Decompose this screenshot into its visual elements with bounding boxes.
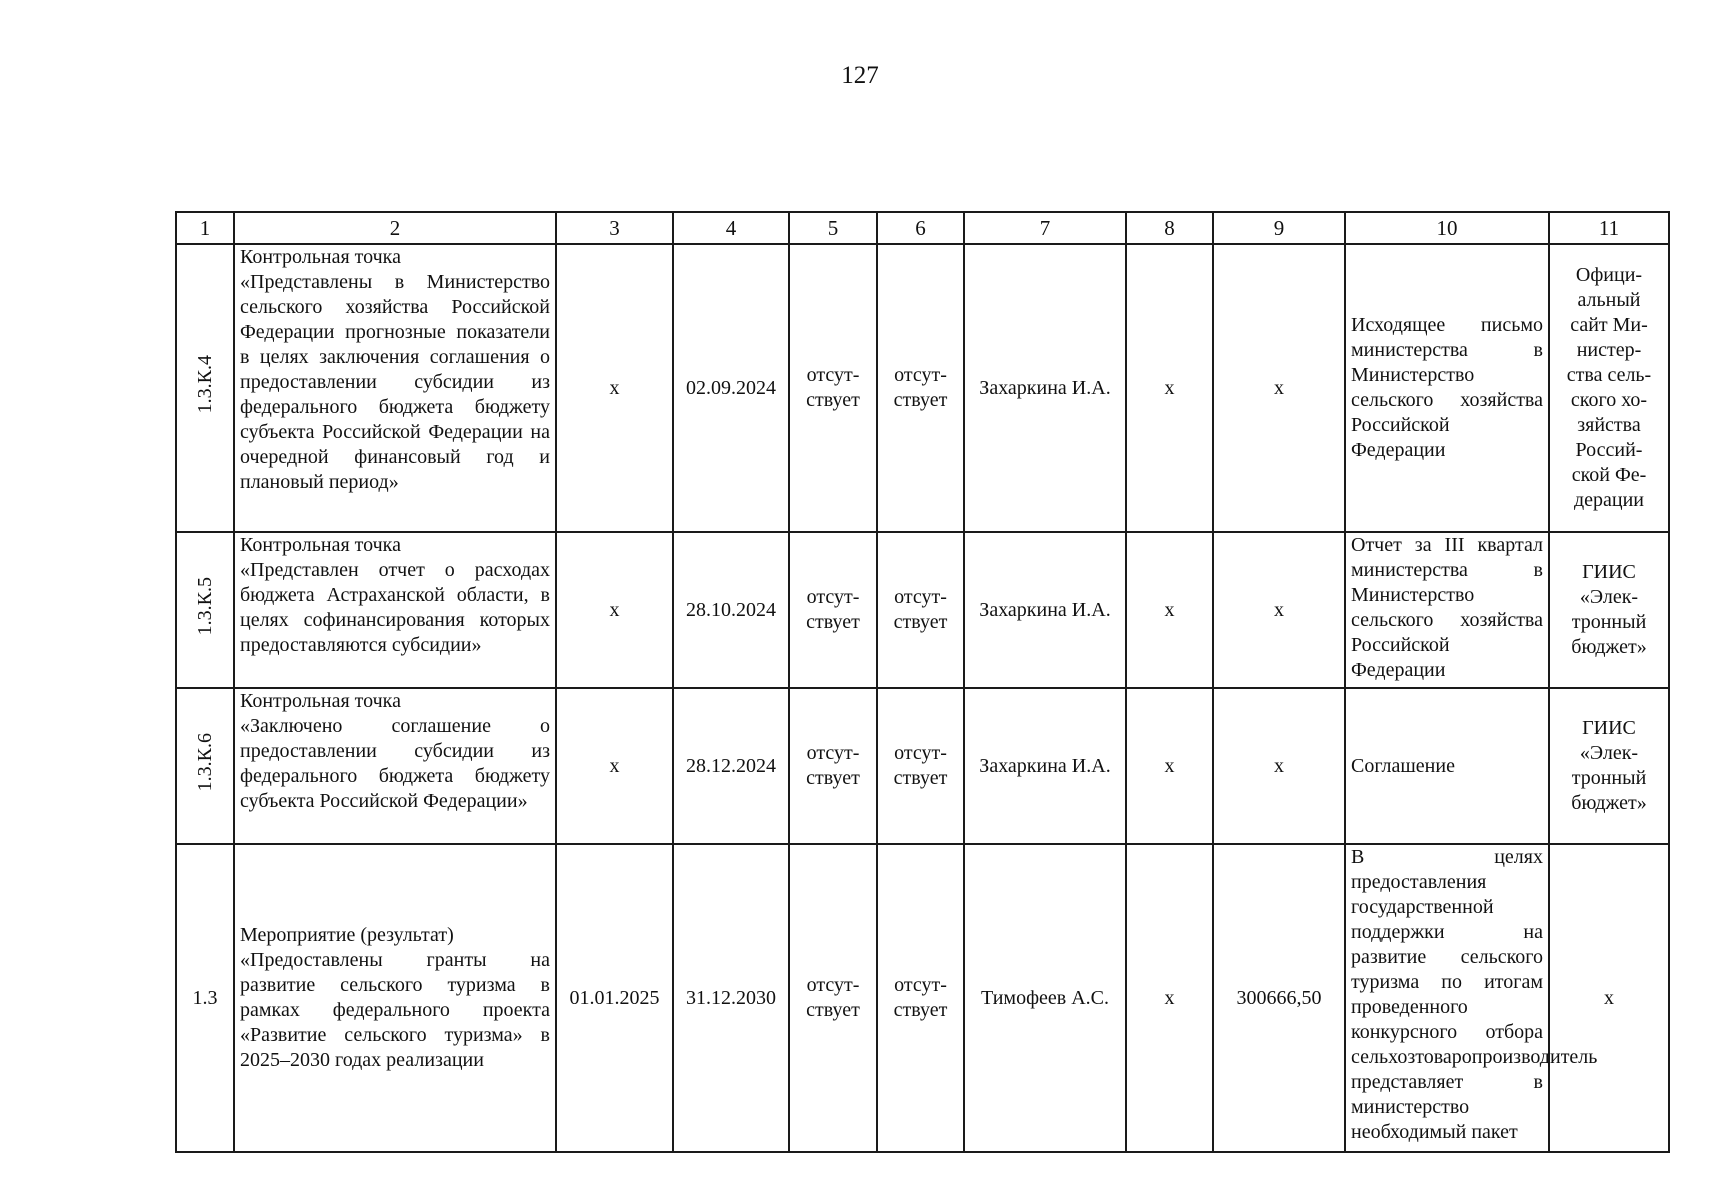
responsible-cell: Захаркина И.А.: [964, 244, 1126, 532]
cell-col6: отсут- ствует: [877, 688, 964, 844]
end-date-cell: 31.12.2030: [673, 844, 789, 1152]
header-cell: 10: [1345, 212, 1549, 244]
row-number-cell: [176, 532, 234, 688]
header-cell: 5: [789, 212, 877, 244]
info-system-cell: x: [1549, 844, 1669, 1152]
description-cell: Контрольная точка «Представлен отчет о расходах бюджета Астраханской области, в целях софинансирования которых предоставляются субсидии»: [234, 532, 556, 688]
header-row: [176, 212, 1669, 244]
cell-col6: отсут- ствует: [877, 532, 964, 688]
row-number-cell: [176, 688, 234, 844]
info-system-cell: ГИИС «Элек- тронный бюджет»: [1549, 532, 1669, 688]
description-cell: Контрольная точка «Представлены в Министерство сельского хозяйства Российской Федерации прогнозные показатели в целях заключения соглашения о предоставлении субсидии из федерального бюджета бюджету субъекта Российской Федерации на очередной финансовый год и плановый период»: [234, 244, 556, 532]
row-number: 1.3.К.5: [193, 577, 216, 636]
end-date-cell: 28.12.2024: [673, 688, 789, 844]
plan-table: [175, 211, 1670, 1153]
document-cell: Отчет за III квартал министерства в Министерство сельского хозяйства Российской Федерации: [1345, 532, 1549, 688]
document-cell: Исходящее письмо министерства в Министерство сельского хозяйства Российской Федерации: [1345, 244, 1549, 532]
cell-col5: отсут- ствует: [789, 244, 877, 532]
row-number-cell: 1.3: [176, 844, 234, 1152]
table-row: [176, 532, 1669, 688]
description-cell: Контрольная точка «Заключено соглашение о предоставлении субсидии из федерального бюджета бюджету субъекта Российской Федерации»: [234, 688, 556, 844]
info-system-cell: ГИИС «Элек- тронный бюджет»: [1549, 688, 1669, 844]
start-date-cell: x: [556, 688, 673, 844]
cell-col5: отсут- ствует: [789, 688, 877, 844]
header-cell: 11: [1549, 212, 1669, 244]
start-date-cell: x: [556, 244, 673, 532]
header-cell: 1: [176, 212, 234, 244]
header-cell: 7: [964, 212, 1126, 244]
document-cell: В целях предоставления государственной поддержки на развитие сельского туризма по итогам проведенного конкурсного отбора сельхозтоваропроизводитель представляет в министерство необходимый пакет: [1345, 844, 1549, 1152]
header-cell: 2: [234, 212, 556, 244]
header-cell: 6: [877, 212, 964, 244]
page-number: 127: [841, 62, 879, 89]
cell-col6: отсут- ствует: [877, 844, 964, 1152]
cell-col5: отсут- ствует: [789, 532, 877, 688]
header-cell: 9: [1213, 212, 1345, 244]
start-date-cell: x: [556, 532, 673, 688]
table-row: [176, 844, 1669, 1152]
amount-cell: x: [1213, 244, 1345, 532]
header-cell: 4: [673, 212, 789, 244]
amount-cell: x: [1213, 688, 1345, 844]
row-number: 1.3.К.6: [193, 733, 216, 792]
info-system-cell: Офици- альный сайт Ми- нистер- ства сель- ского хо- зяйства Россий- ской Фе- дерации: [1549, 244, 1669, 532]
end-date-cell: 02.09.2024: [673, 244, 789, 532]
header-cell: 3: [556, 212, 673, 244]
table-row: [176, 244, 1669, 532]
cell-col8: x: [1126, 532, 1213, 688]
responsible-cell: Захаркина И.А.: [964, 688, 1126, 844]
responsible-cell: Захаркина И.А.: [964, 532, 1126, 688]
start-date-cell: 01.01.2025: [556, 844, 673, 1152]
cell-col6: отсут- ствует: [877, 244, 964, 532]
document-cell: Соглашение: [1345, 688, 1549, 844]
row-number-cell: [176, 244, 234, 532]
amount-cell: 300666,50: [1213, 844, 1345, 1152]
responsible-cell: Тимофеев А.С.: [964, 844, 1126, 1152]
description-cell: Мероприятие (результат) «Предоставлены гранты на развитие сельского туризма в рамках федерального проекта «Развитие сельского туризма» в 2025–2030 годах реализации: [234, 844, 556, 1152]
amount-cell: x: [1213, 532, 1345, 688]
cell-col5: отсут- ствует: [789, 844, 877, 1152]
cell-col8: x: [1126, 844, 1213, 1152]
row-number: 1.3.К.4: [193, 355, 216, 414]
table-row: [176, 688, 1669, 844]
cell-col8: x: [1126, 244, 1213, 532]
header-cell: 8: [1126, 212, 1213, 244]
cell-col8: x: [1126, 688, 1213, 844]
end-date-cell: 28.10.2024: [673, 532, 789, 688]
